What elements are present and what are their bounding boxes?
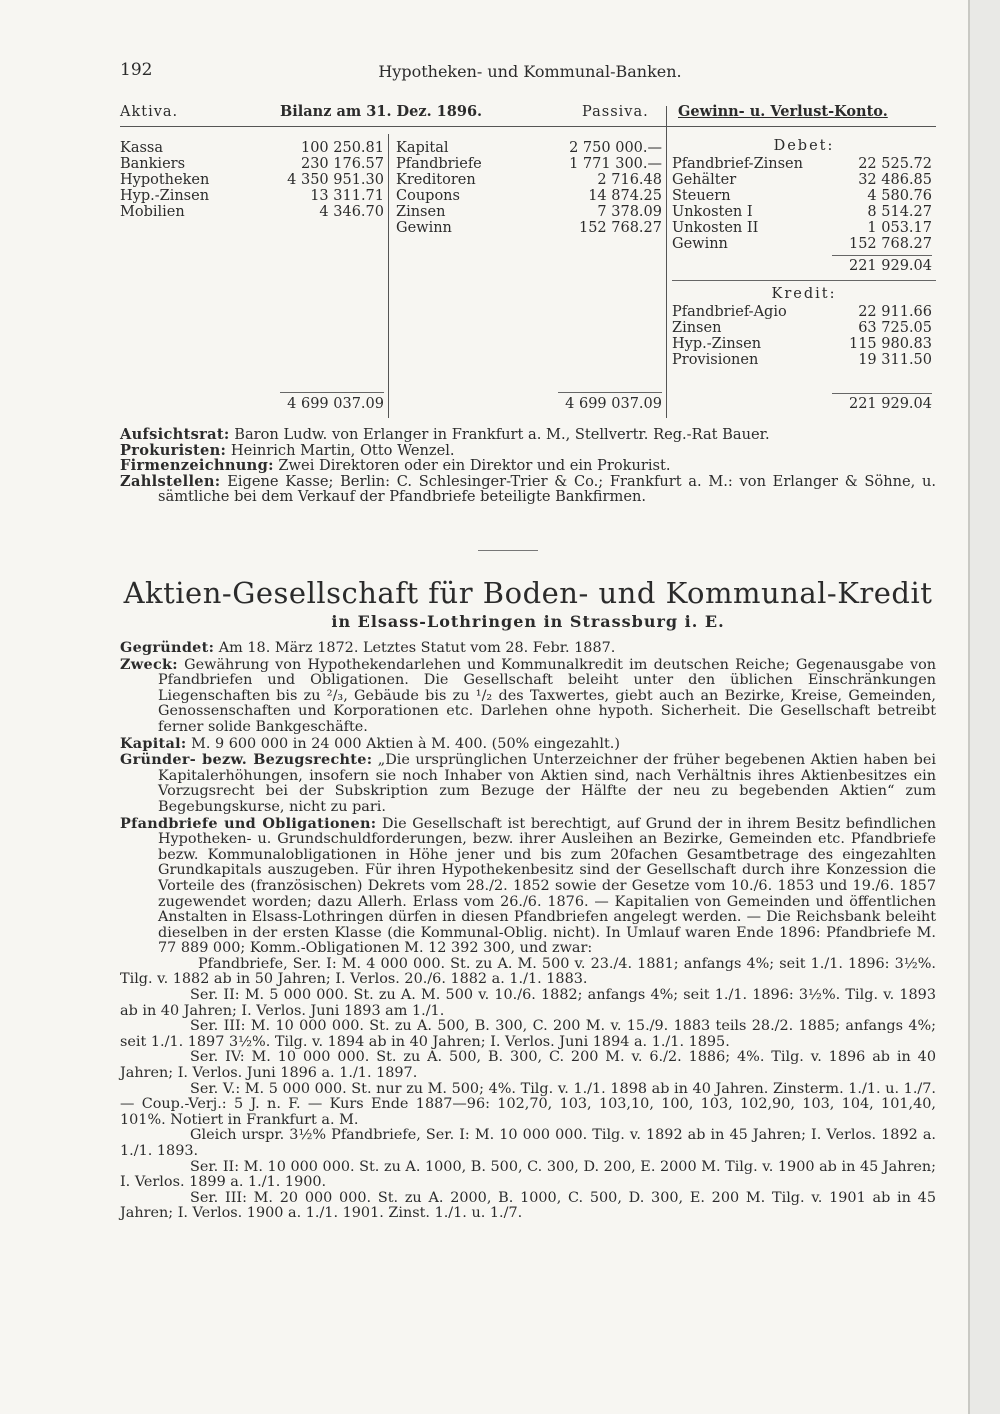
- page-edge: [968, 0, 1000, 1414]
- passiva-label: Kreditoren: [396, 172, 476, 188]
- paragraph: Pfandbriefe, Ser. I: M. 4 000 000. St. zu A. M. 500 v. 23./4. 1881; anfangs 4%; seit 1./1. 1896: 3½%. Tilg. v. 1882 ab in 50 Jahren; I. Verlos. 20./6. 1882 a. 1./1. 1883.: [120, 955, 936, 988]
- kredit-title: Kredit:: [771, 286, 837, 302]
- passiva-value: 2 716.48: [597, 172, 662, 188]
- debet-value: 32 486.85: [858, 172, 932, 188]
- section-zweck: Zweck: Gewährung von Hypothekendarlehen und Kommunalkredit im deutschen Reiche; Gegenausgabe von Pfandbriefen und Obligationen. Die Gesellschaft beleiht unter den üblichen Einschränkungen Liegenschaften bis zu ²/₃, Gebäude bis zu ¹/₂ des Taxwertes, giebt auch an Bezirke, Kreise, Gemeinden, Genossenschaften und Korporationen etc. Darlehen ohne hypoth. Sicherheit. Die Gesellschaft betreibt ferner solide Bankgeschäfte.: [120, 655, 937, 735]
- debet-total: 221 929.04: [848, 258, 932, 274]
- passiva-value: 2 750 000.—: [569, 140, 662, 156]
- paragraph: Ser. III: M. 20 000 000. St. zu A. 2000, B. 1000, C. 500, D. 300, E. 200 M. Tilg. v. 1901 ab in 45 Jahren; I. Verlos. 1900 a. 1./1. 1901. Zinst. 1./1. u. 1./7.: [120, 1189, 936, 1222]
- debet-label: Pfandbrief-Zinsen: [672, 156, 803, 172]
- paragraph: Ser. II: M. 10 000 000. St. zu A. 1000, B. 500, C. 300, D. 200, E. 2000 M. Tilg. v. 1900 ab in 45 Jahren; I. Verlos. 1899 a. 1./1. 1900.: [120, 1158, 936, 1191]
- aktiva-label: Bankiers: [120, 156, 186, 172]
- section-gegruendet: Gegründet: Am 18. März 1872. Letztes Statut vom 28. Febr. 1887.: [120, 639, 616, 656]
- kredit-label: Hyp.-Zinsen: [672, 336, 762, 352]
- aktiva-value: 13 311.71: [310, 188, 384, 204]
- balance-sheet: [120, 104, 936, 420]
- aktiva-value: 4 350 951.30: [287, 172, 384, 188]
- company-body: [120, 640, 936, 1222]
- passiva-total: 4 699 037.09: [565, 396, 662, 412]
- kredit-label: Zinsen: [672, 320, 722, 336]
- paragraph: Ser. III: M. 10 000 000. St. zu A. 500, B. 300, C. 200 M. v. 15./9. 1883 teils 28./2. 1885; anfangs 4%; seit 1./1. 1897 3½%. Tilg. v. 1894 ab in 40 Jahren; I. Verlos. Juni 1894 a. 1./1. 1895.: [120, 1018, 936, 1050]
- kredit-value: 63 725.05: [858, 320, 932, 336]
- passiva-value: 152 768.27: [578, 220, 662, 236]
- info-aufsichtsrat: Aufsichtsrat: Baron Ludw. von Erlanger in Frankfurt a. M., Stellvertr. Reg.-Rat Bauer.: [120, 426, 770, 443]
- aktiva-value: 230 176.57: [300, 156, 384, 172]
- passiva-label: Pfandbriefe: [396, 156, 482, 172]
- aktiva-value: 100 250.81: [300, 140, 384, 156]
- section-gruenderrechte: Gründer- bezw. Bezugsrechte: „Die ursprünglichen Unterzeichner der früher begebenen Aktien haben bei Kapitalerhöhungen, insofern sie noch Inhaber von Aktien sind, nach Verhältnis ihres Aktienbesitzes ein Vorzugsrecht bei der Subskription zum Bezuge der Hälfte der neu zu begebenden Aktien“ zum Begebungskurse, nicht zu pari.: [120, 751, 936, 815]
- aktiva-sum-rule: [280, 392, 384, 393]
- passiva-value: 1 771 300.—: [569, 156, 662, 172]
- debet-value: 22 525.72: [858, 156, 932, 172]
- aktiva-label: Hypotheken: [120, 172, 210, 188]
- paragraph: Gleich urspr. 3½% Pfandbriefe, Ser. I: M. 10 000 000. Tilg. v. 1892 ab in 45 Jahren; I. Verlos. 1892 a. 1./1. 1893.: [120, 1127, 936, 1159]
- gv-mid-rule: [672, 280, 936, 281]
- info-prokuristen: Prokuristen: Heinrich Martin, Otto Wenzel.: [120, 441, 455, 459]
- page-number: 192: [120, 60, 153, 80]
- passiva-label: Coupons: [396, 188, 460, 204]
- gv-divider: [666, 106, 667, 418]
- paragraph: Ser. V.: M. 5 000 000. St. nur zu M. 500; 4%. Tilg. v. 1./1. 1898 ab in 40 Jahren. Zinsterm. 1./1. u. 1./7. — Coup.-Verj.: 5 J. n. F. — Kurs Ende 1887—96: 102,70, 103, 103,10, 100, 103, 102,90, 103, 104, 101,40, 101%. Notiert in Frankfurt a. M.: [120, 1080, 936, 1128]
- bilanz-title: Bilanz am 31. Dez. 1896.: [280, 103, 483, 120]
- debet-title: Debet:: [773, 138, 835, 154]
- running-title: Hypotheken- und Kommunal-Banken.: [378, 62, 682, 81]
- kredit-value: 19 311.50: [858, 352, 932, 368]
- kredit-value: 115 980.83: [848, 336, 932, 352]
- section-pfandbriefe: Pfandbriefe und Obligationen: Die Gesellschaft ist berechtigt, auf Grund der in ihrem Besitz befindlichen Hypotheken- u. Grundschuldforderungen, bezw. ihrer Ausleihen an Bezirke, Gemeinden etc. Pfandbriefe bezw. Kommunalobligationen in Höhe jener und bis zum 20fachen Gesamtbetrage des eingezahlten Grundkapitals auszugeben. Für ihren Hypothekenbesitz sind der Gesellschaft durch ihre Konzession die Vorteile des (französischen) Dekrets vom 28./2. 1852 sowie der Gesetze vom 10./6. 1853 und 19./6. 1857 zugewendet worden; dazu Allerh. Erlass vom 26./6. 1876. — Kapitalien von Gemeinden und öffentlichen Anstalten in Elsass-Lothringen dürfen in diesen Pfandbriefen angelegt werden. — Die Reichsbank beleiht dieselben in der ersten Klasse (die Kommunal-Oblig. nicht). In Umlauf waren Ende 1896: Pfandbriefe M. 77 889 000; Komm.-Obligationen M. 12 392 300, und zwar:: [120, 814, 936, 957]
- passiva-value: 7 378.09: [597, 204, 662, 220]
- paragraph: Ser. II: M. 5 000 000. St. zu A. M. 500 v. 10./6. 1882; anfangs 4%; seit 1./1. 1896: 3½%. Tilg. v. 1893 ab in 40 Jahren; I. Verlos. Juni 1893 am 1./1.: [120, 987, 936, 1019]
- management-info: [120, 427, 936, 505]
- info-zahlstellen: Zahlstellen: Eigene Kasse; Berlin: C. Schlesinger-Trier & Co.; Frankfurt a. M.: von Erlanger & Söhne, u. sämtliche bei dem Verkauf der Pfandbriefe beteiligte Bankfirmen.: [120, 472, 937, 506]
- kredit-label: Provisionen: [672, 352, 759, 368]
- debet-value: 8 514.27: [867, 204, 932, 220]
- aktiva-total: 4 699 037.09: [287, 396, 384, 412]
- debet-label: Steuern: [672, 188, 731, 204]
- debet-sum-rule: [832, 255, 932, 256]
- aktiva-divider: [388, 134, 389, 418]
- info-firmenzeichnung: Firmenzeichnung: Zwei Direktoren oder ein Direktor und ein Prokurist.: [120, 457, 671, 475]
- section-kapital: Kapital: M. 9 600 000 in 24 000 Aktien à M. 400. (50% eingezahlt.): [120, 734, 620, 752]
- passiva-title: Passiva.: [582, 104, 649, 120]
- debet-label: Unkosten I: [672, 204, 753, 220]
- aktiva-value: 4 346.70: [319, 204, 384, 220]
- passiva-value: 14 874.25: [588, 188, 662, 204]
- passiva-label: Gewinn: [396, 220, 452, 236]
- kredit-total: 221 929.04: [848, 396, 932, 412]
- kredit-label: Pfandbrief-Agio: [672, 304, 787, 320]
- aktiva-label: Hyp.-Zinsen: [120, 188, 210, 204]
- debet-value: 1 053.17: [867, 220, 932, 236]
- section-separator: [478, 550, 538, 551]
- passiva-label: Kapital: [396, 140, 449, 156]
- company-title: Aktien-Gesellschaft für Boden- und Kommunal-Kredit: [123, 576, 933, 610]
- aktiva-label: Mobilien: [120, 204, 185, 220]
- debet-label: Gehälter: [672, 172, 737, 188]
- aktiva-label: Kassa: [120, 140, 164, 156]
- debet-label: Gewinn: [672, 236, 728, 252]
- kredit-value: 22 911.66: [858, 304, 932, 320]
- aktiva-title: Aktiva.: [120, 104, 179, 120]
- debet-label: Unkosten II: [672, 220, 759, 236]
- debet-value: 152 768.27: [848, 236, 932, 252]
- company-subtitle: in Elsass-Lothringen in Strassburg i. E.: [331, 612, 725, 631]
- gv-title: Gewinn- u. Verlust-Konto.: [678, 103, 888, 120]
- passiva-sum-rule: [558, 392, 662, 393]
- kredit-sum-rule: [832, 393, 932, 394]
- table-top-rule: [120, 126, 936, 127]
- paragraph: Ser. IV: M. 10 000 000. St. zu A. 500, B. 300, C. 200 M. v. 6./2. 1886; 4%. Tilg. v. 1896 ab in 40 Jahren; I. Verlos. Juni 1896 a. 1./1. 1897.: [120, 1049, 936, 1082]
- debet-value: 4 580.76: [867, 188, 932, 204]
- passiva-label: Zinsen: [396, 204, 446, 220]
